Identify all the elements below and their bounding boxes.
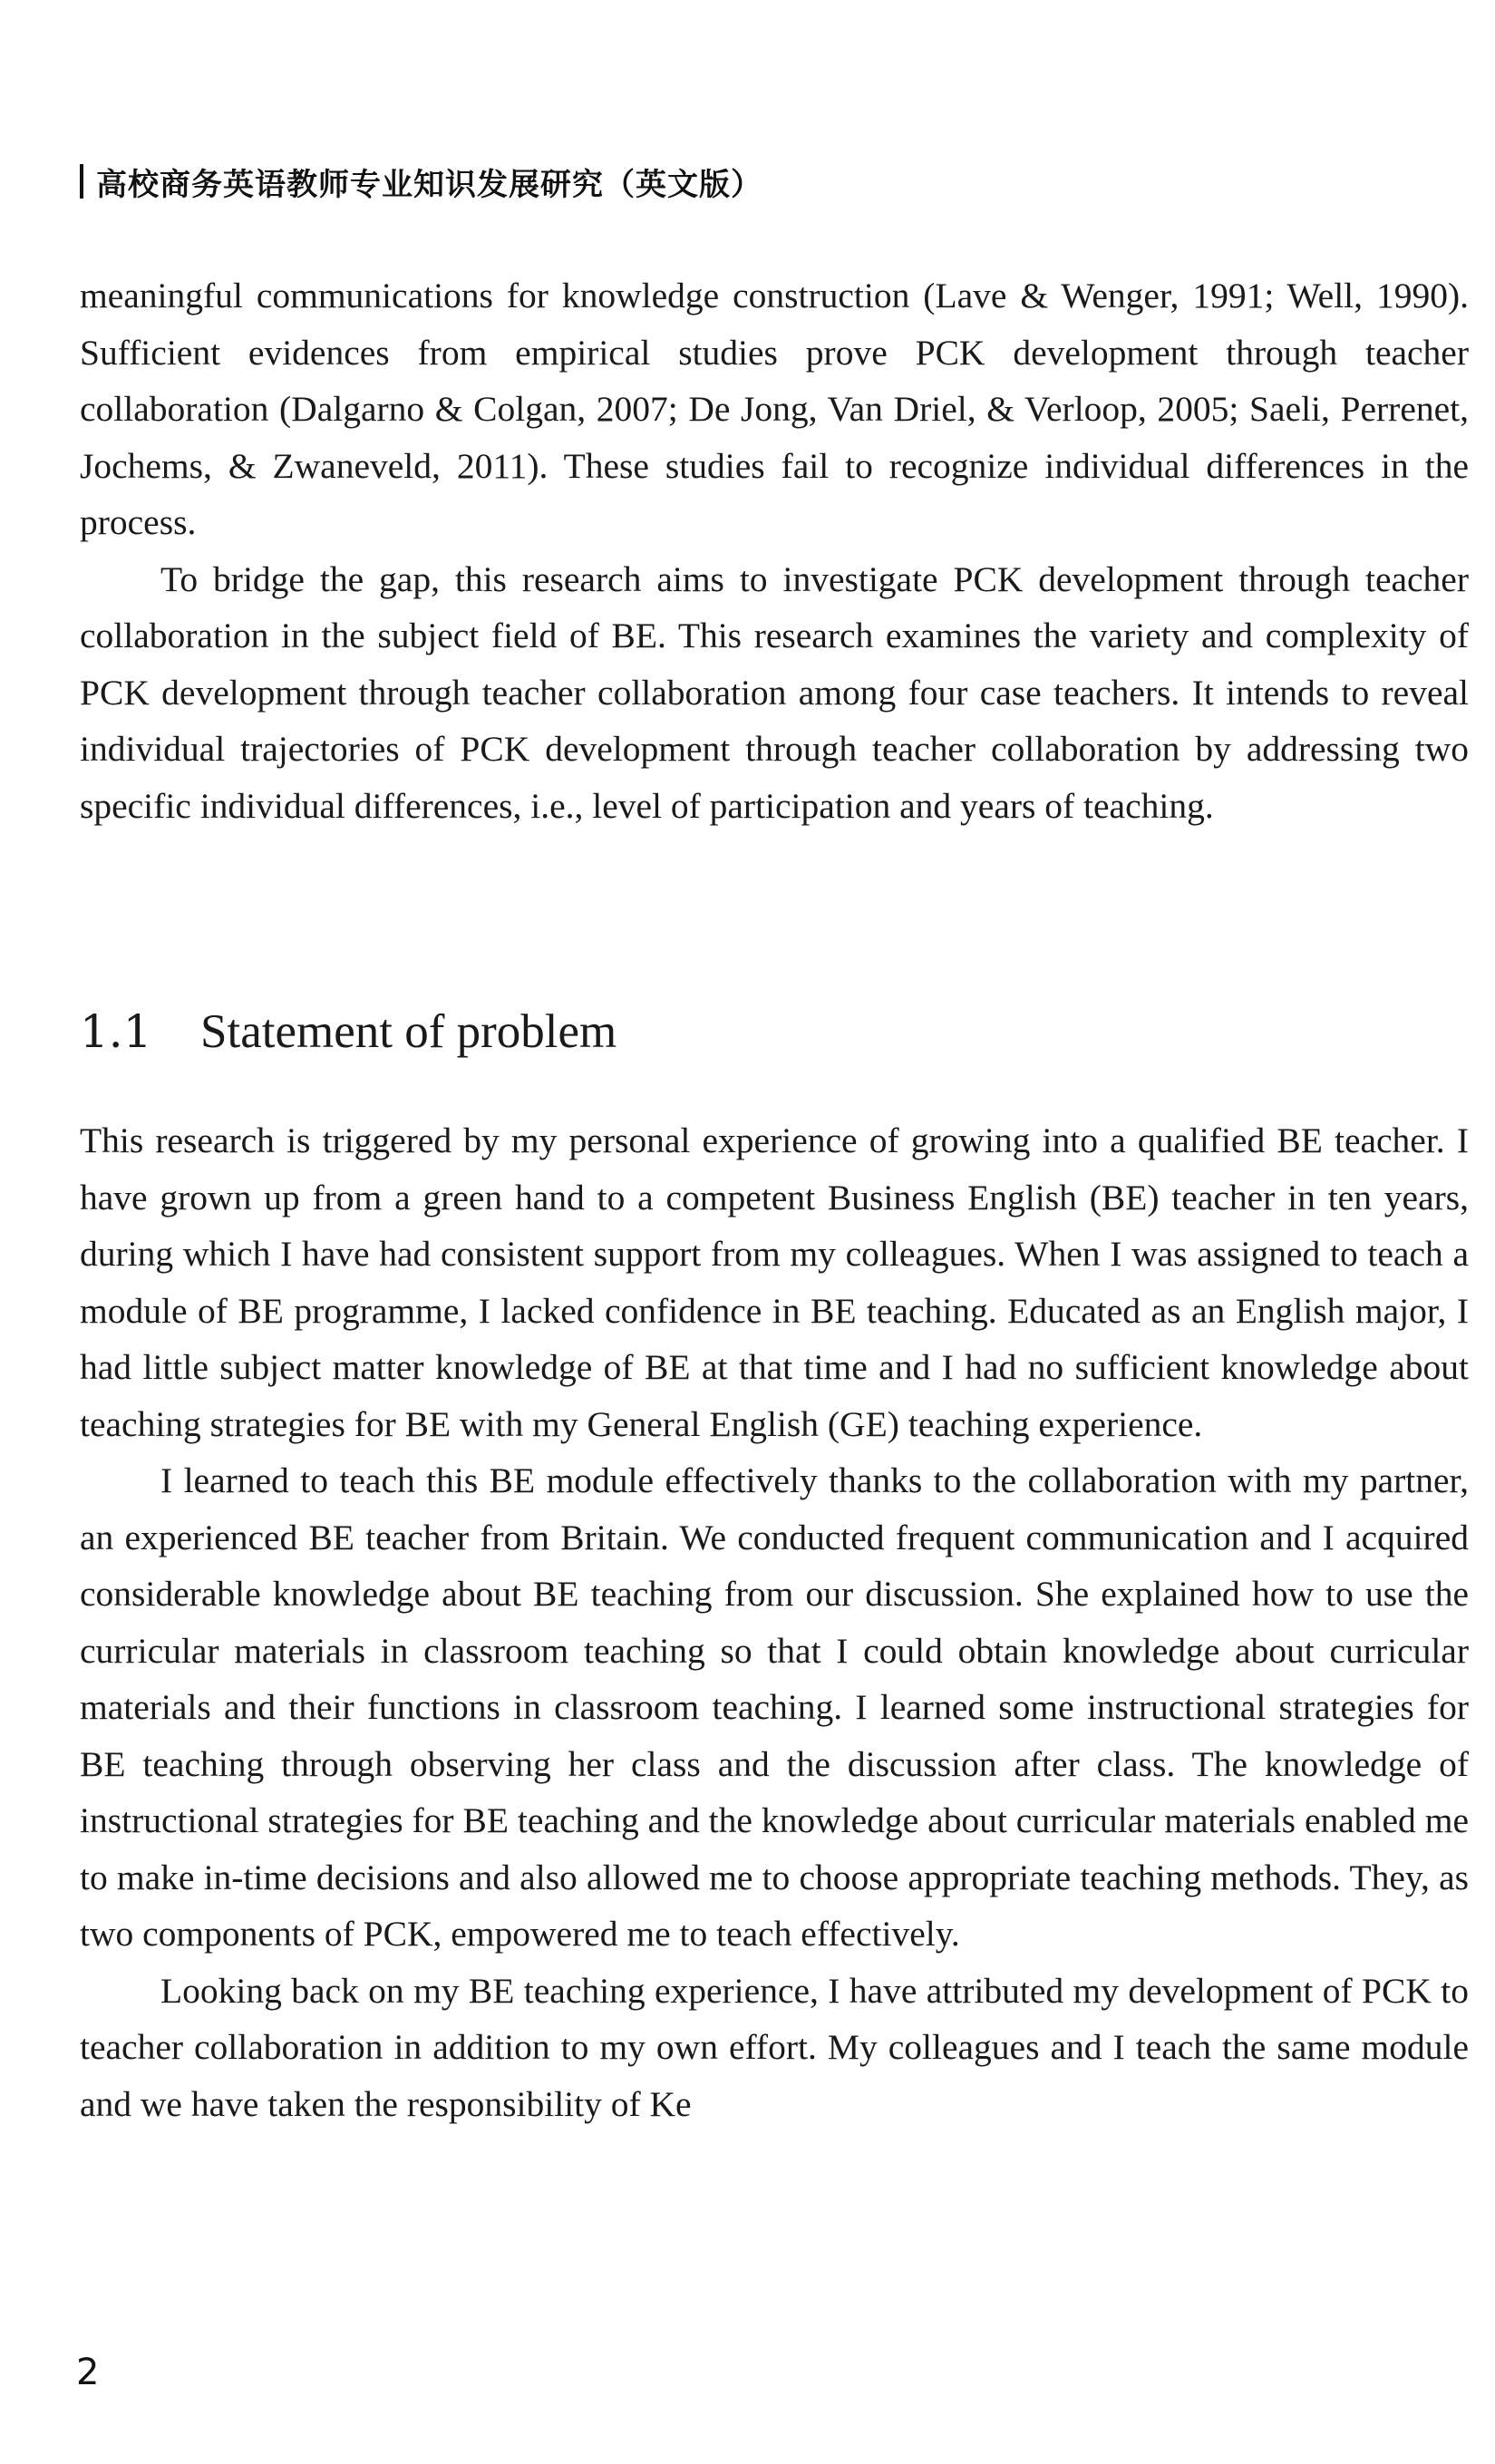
page-number: 2 — [76, 2352, 100, 2393]
section-heading — [80, 1003, 616, 1061]
intro-text — [80, 267, 1469, 834]
running-header — [80, 160, 762, 203]
intro-paragraph-1: meaningful communications for knowledge construction (Lave & Wenger, 1991; Well, 1990). Sufficient evidences from empirical studies prove PCK development through teacher collaboration (Dalgarno & Colgan, 2007; De Jong, Van Driel, & Verloop, 2005; Saeli, Perrenet, Jochems, & Zwaneveld, 2011). These studies fail to recognize individual differences in the process. — [80, 276, 1469, 542]
section-body — [80, 1112, 1469, 2132]
section-number: 1.1 — [80, 1005, 152, 1058]
section-title: Statement of problem — [200, 1005, 617, 1058]
book-title: 高校商务英语教师专业知识发展研究（英文版） — [96, 166, 762, 203]
intro-paragraph-2: To bridge the gap, this research aims to investigate PCK development through teacher collaboration in the subject field of BE. This research examines the variety and complexity of PCK development through teacher collaboration among four case teachers. It intends to reveal individual trajectories of PCK development through teacher collaboration by addressing two specific individual differences, i.e., level of participation and years of teaching. — [80, 558, 1469, 826]
section-paragraph-1: This research is triggered by my personal experience of growing into a qualified BE teacher. I have grown up from a green hand to a competent Business English (BE) teacher in ten years, during which I have had consistent support from my colleagues. When I was assigned to teach a module of BE programme, I lacked confidence in BE teaching. Educated as an English major, I had little subject matter knowledge of BE at that time and I had no sufficient knowledge about teaching strategies for BE with my General English (GE) teaching experience. — [80, 1120, 1469, 1444]
section-paragraph-3: Looking back on my BE teaching experience, I have attributed my development of PCK to teacher collaboration in addition to my own effort. My colleagues and I teach the same module and we have taken the responsibility of Ke — [80, 1970, 1469, 2124]
section-paragraph-2: I learned to teach this BE module effectively thanks to the collaboration with my partner, an experienced BE teacher from Britain. We conducted frequent communication and I acquired considerable knowledge about BE teaching from our discussion. She explained how to use the curricular materials in classroom teaching so that I could obtain knowledge about curricular materials and their functions in classroom teaching. I learned some instructional strategies for BE teaching through observing her class and the discussion after class. The knowledge of instructional strategies for BE teaching and the knowledge about curricular materials enabled me to make in-time decisions and also allowed me to choose appropriate teaching methods. They, as two components of PCK, empowered me to teach effectively. — [80, 1460, 1469, 1954]
header-rule — [80, 164, 83, 199]
